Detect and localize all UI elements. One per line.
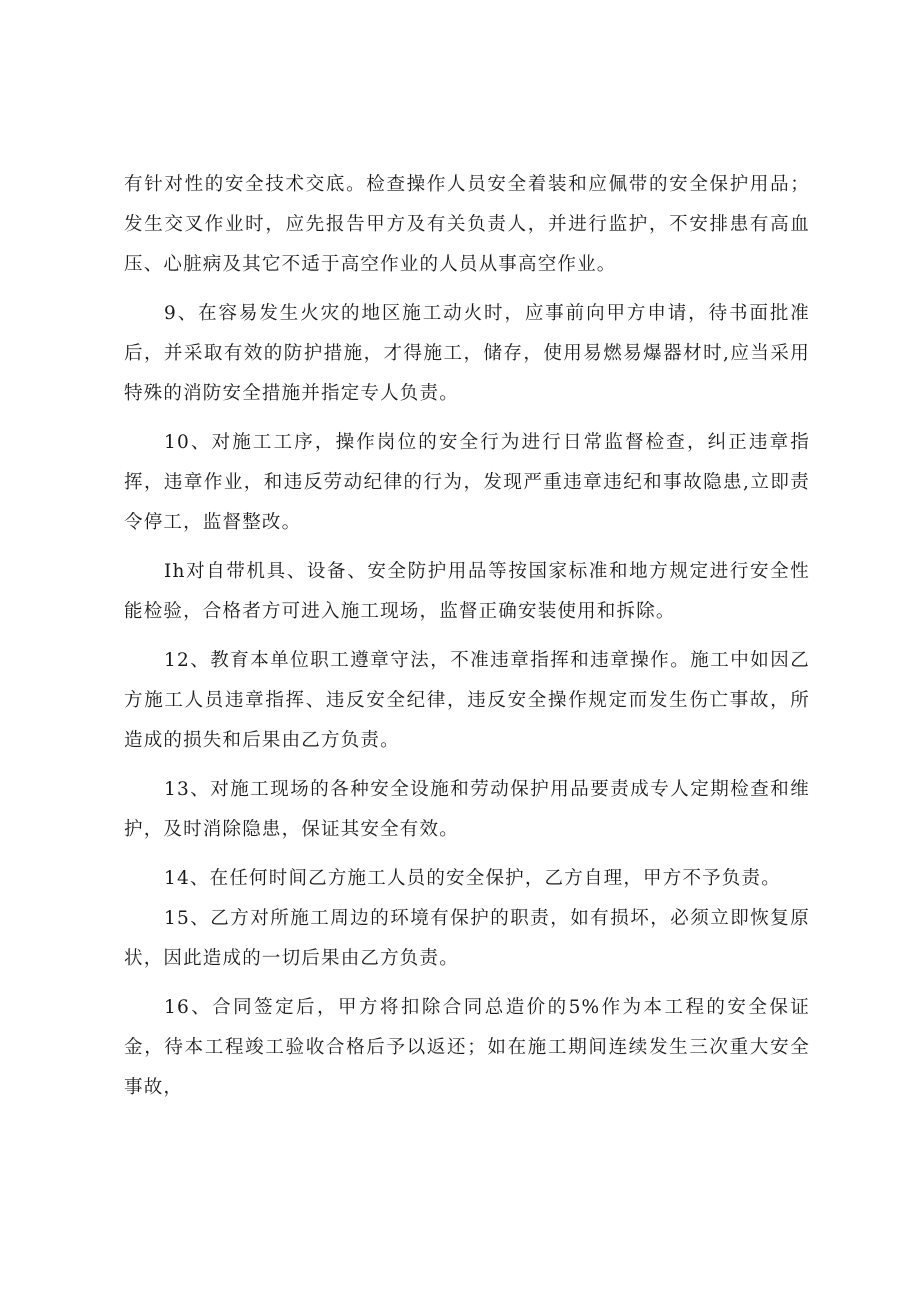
paragraph-item-14: 14、在任何时间乙方施工人员的安全保护，乙方自理，甲方不予负责。: [164, 868, 781, 889]
paragraph-item-16: 16、合同签定后，甲方将扣除合同总造价的5%作为本工程的安全保证金，待本工程竣工验收合格后予以返还；如在施工期间连续发生三次重大安全事故，: [124, 997, 810, 1098]
paragraph-continued: 有针对性的安全技术交底。检查操作人员安全着装和应佩带的安全保护用品；发生交叉作业时，应先报告甲方及有关负责人，并进行监护，不安排患有高血压、心脏病及其它不适于高空作业的人员从事高空作业。: [124, 174, 810, 275]
paragraph-item-13: 13、对施工现场的各种安全设施和劳动保护用品要责成专人定期检查和维护，及时消除隐患，保证其安全有效。: [124, 779, 810, 840]
paragraph-item-11: Ih对自带机具、设备、安全防护用品等按国家标准和地方规定进行安全性能检验，合格者方可进入施工现场，监督正确安装使用和拆除。: [124, 561, 810, 622]
paragraph-item-12: 12、教育本单位职工遵章守法，不准违章指挥和违章操作。施工中如因乙方施工人员违章指挥、违反安全纪律，违反安全操作规定而发生伤亡事故，所造成的损失和后果由乙方负责。: [124, 650, 810, 751]
document-body: [124, 165, 810, 1117]
paragraph-item-15: 15、乙方对所施工周边的环境有保护的职责，如有损坏，必须立即恢复原状，因此造成的一切后果由乙方负责。: [124, 908, 810, 969]
paragraph-item-10: 10、对施工工序，操作岗位的安全行为进行日常监督检查，纠正违章指挥，违章作业，和违反劳动纪律的行为，发现严重违章违纪和事故隐患,立即责令停工，监督整改。: [124, 432, 810, 533]
paragraph-item-9: 9、在容易发生火灾的地区施工动火时，应事前向甲方申请，待书面批准后，并采取有效的防护措施，才得施工，储存，使用易燃易爆器材时,应当采用特殊的消防安全措施并指定专人负责。: [124, 303, 810, 404]
